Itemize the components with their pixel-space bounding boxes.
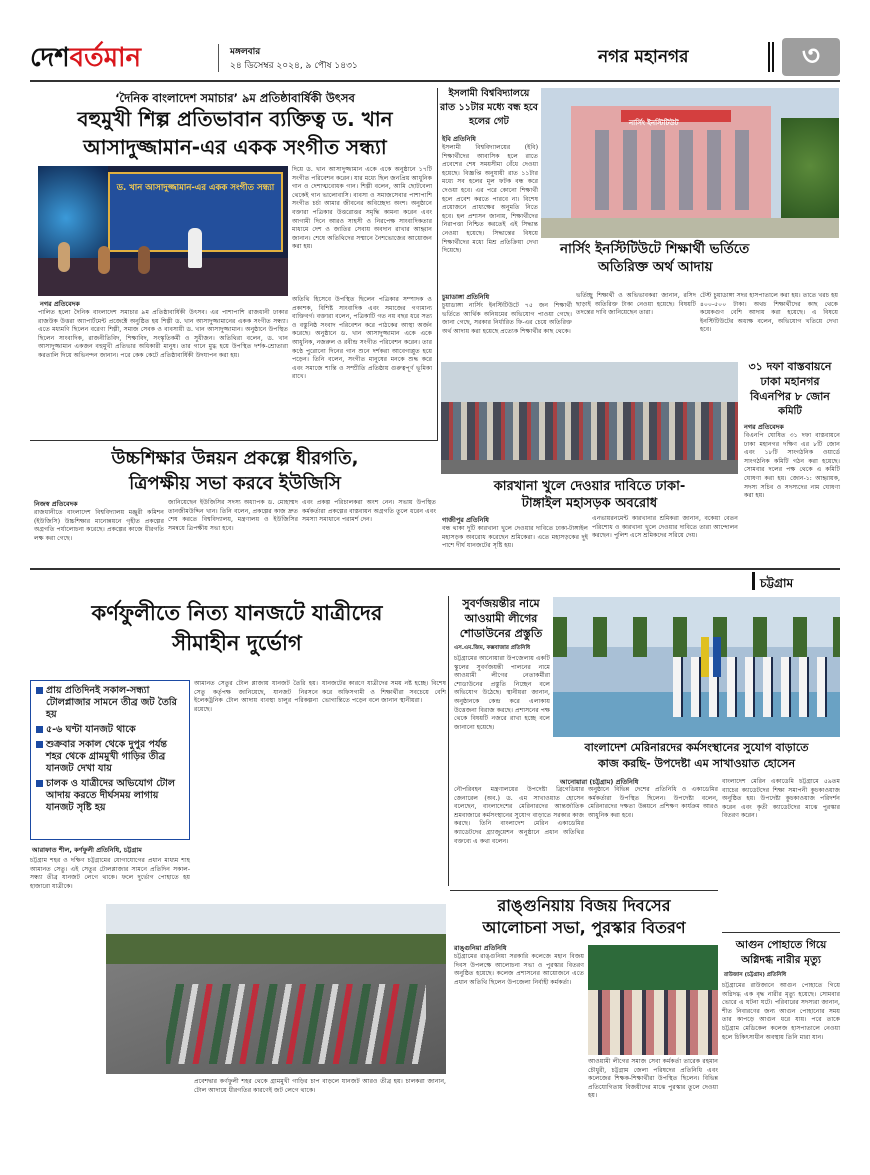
col-divider bbox=[437, 88, 438, 440]
art7-bullet-text: প্রায় প্রতিদিনই সকাল-সন্ধ্যা টোলপ্লাজার সামনে তীব্র জট তৈরি হয় bbox=[46, 685, 177, 720]
masthead-day: মঙ্গলবার bbox=[230, 47, 261, 57]
art6-headline-line2: টাঙ্গাইল মহাসড়ক অবরোধ bbox=[521, 496, 658, 511]
art11-photo-award bbox=[588, 945, 718, 1055]
art7-bullet bbox=[36, 739, 184, 775]
art1-kicker: ‘দৈনিক বাংলাদেশ সমাচার’ ৯ম প্রতিষ্ঠাবার্ষিকী উৎসব bbox=[115, 91, 355, 105]
sky bbox=[441, 362, 738, 402]
section-rule bbox=[30, 568, 840, 570]
art9-body-col3: বাংলাদেশ মেরিন একাডেমি চট্টগ্রামে ৫৯তম ব্যাচের ক্যাডেটদের শিক্ষা সমাপনী কুচকাওয়াজ অনুষ্ঠিত হয়। উপদেষ্টা কুচকাওয়াজ পরিদর্শন করেন এবং কৃতী ক্যাডেটদের মাঝে পুরস্কার বিতরণ করেন। bbox=[722, 778, 840, 820]
musician-figure bbox=[58, 242, 70, 272]
art5-body-col1: রাজধানীতে বাংলাদেশ বিশ্ববিদ্যালয় মঞ্জুরী কমিশন (ইউজিসি) উচ্চশিক্ষার মানোন্নয়নে গৃহীত প্রকল্পের অগ্রগতি পর্যালোচনা করেছে। প্রকল্পের কাজে ধীরগতি লক্ষ করা গেছে। bbox=[34, 509, 164, 542]
art7-byline: আরাফাত শীল, কর্ণফুলী প্রতিনিধি, চট্টগ্রাম bbox=[32, 846, 142, 854]
art7-bullet bbox=[36, 778, 184, 814]
art3-photo-building bbox=[541, 88, 839, 238]
art1-body-col2: অতিথি হিসেবে উপস্থিত ছিলেন পত্রিকার সম্পাদক ও প্রকাশক, বিশিষ্ট সাংবাদিক এবং সমাজের গণ্যমান্য ব্যক্তিবর্গ। বক্তারা বলেন, পত্রিকাটি গত নয় বছর ধরে সত্য ও বস্তুনিষ্ঠ সংবাদ পরিবেশন করে পাঠকের আস্থা অর্জন করেছে। অনুষ্ঠানে ড. খান আসাদুজ্জামান একে একে আধুনিক, নজরুল ও রবীন্দ্র সংগীত পরিবেশন করেন। তার কণ্ঠে পুরোনো দিনের গান শুনে দর্শকরা আবেগাপ্লুত হয়ে পড়েন। তিনি বলেন, সংগীত মানুষের মনকে শুদ্ধ করে এবং সমাজে শান্তি ও সম্প্রীতি প্রতিষ্ঠায় গুরুত্বপূর্ণ ভূমিকা রাখে। bbox=[292, 296, 432, 381]
flag bbox=[701, 637, 709, 677]
art3-byline: চুয়াডাঙ্গা প্রতিনিধি bbox=[442, 293, 490, 301]
art4-byline: নগর প্রতিবেদক bbox=[744, 423, 784, 431]
art9-photo-parade bbox=[553, 597, 840, 737]
section-divider bbox=[768, 42, 774, 72]
building-sign-text: নার্সিং ইনস্টিটিউট bbox=[629, 119, 679, 127]
art9-body-col2: অনুষ্ঠানে বিভিন্ন দেশের প্রতিনিধি ও একাডেমির কর্মকর্তারা উপস্থিত ছিলেন। উপদেষ্টা বলেন, মেরিনারদের দক্ষতা উন্নয়নে প্রশিক্ষণ কার্যক্রম আরও আধুনিক করা হবে। bbox=[588, 786, 718, 819]
art5-body-col3: এবং প্রকল্প পরিচালকরা অংশ নেন। সভায় উপস্থিত কর্মকর্তারা প্রকল্পের বাস্তবায়ন অগ্রগতি তুলে ধরেন এবং সমস্যা সমাধানে পরামর্শ দেন। bbox=[302, 499, 436, 524]
art7-bullet bbox=[36, 724, 184, 736]
backdrop bbox=[588, 945, 718, 990]
art11-top-rule bbox=[450, 890, 718, 891]
road bbox=[441, 460, 738, 474]
cadets bbox=[673, 657, 833, 717]
art10-body: চট্টগ্রামের রাউজানে আগুন পোহাতে গিয়ে অগ্নিদগ্ধ এক বৃদ্ধ নারীর মৃত্যু হয়েছে। সোমবার ভোরে এ ঘটনা ঘটে। পরিবারের সদস্যরা জানান, শীত নিবারণের জন্য আগুন পোহানোর সময় তার কাপড়ে আগুন ধরে যায়। পরে তাকে চট্টগ্রাম মেডিকেল কলেজ হাসপাতালে নেওয়া হলে চিকিৎসাধীন অবস্থায় তিনি মারা যান। bbox=[722, 982, 840, 1041]
vehicles bbox=[166, 984, 426, 1064]
art2-headline-line3: হলের গেট bbox=[469, 116, 509, 127]
art3-headline-line2: অতিরিক্ত অর্থ আদায় bbox=[598, 259, 713, 275]
art7-photo-traffic bbox=[106, 904, 446, 1074]
art10-headline-line1: আগুন পোহাতে গিয়ে bbox=[735, 939, 827, 951]
art2-headline-line1: ইসলামী বিশ্ববিদ্যালয়ে bbox=[448, 88, 530, 99]
masthead-logo bbox=[30, 42, 141, 74]
logo-part2: বর্তমান bbox=[69, 43, 142, 73]
art11-body-col1: চট্টগ্রামের রাঙ্গুনিয়া সরকারি কলেজে মহান বিজয় দিবস উপলক্ষে আলোচনা সভা ও পুরস্কার বিতরণ অনুষ্ঠিত হয়েছে। কলেজ প্রশাসনের আয়োজনে এতে প্রধান অতিথি ছিলেন উপজেলা নির্বাহী কর্মকর্তা। bbox=[454, 953, 584, 986]
art2-byline: ইবি প্রতিনিধি bbox=[442, 135, 476, 143]
art4-headline-line2: ঢাকা মহানগর bbox=[760, 375, 820, 388]
art7-headline-line1: কর্ণফুলীতে নিত্য যানজটে যাত্রীদের bbox=[91, 601, 383, 625]
art1-headline-line1: বহুমুখী শিল্প প্রতিভাবান ব্যক্তিত্ব ড. খান bbox=[77, 107, 393, 131]
art5-headline-line1: উচ্চশিক্ষার উন্নয়ন প্রকল্পে ধীরগতি, bbox=[111, 448, 359, 469]
art6-headline-line1: কারখানা খুলে দেওয়ার দাবিতে ঢাকা- bbox=[493, 479, 686, 494]
page-number: ৩ bbox=[801, 38, 821, 72]
art7-bullet bbox=[36, 685, 184, 721]
art3-body-col2: ভর্তিচ্ছু শিক্ষার্থী ও অভিভাবকরা জানান, রসিদ ছাড়াই অতিরিক্ত টাকা নেওয়া হয়েছে। বিষয়টি তদন্তের দাবি জানিয়েছেন তারা। bbox=[576, 292, 696, 317]
art3-headline-line1: নার্সিং ইনস্টিটিউটে শিক্ষার্থী ভর্তিতে bbox=[560, 241, 750, 257]
logo-part1: দেশ bbox=[30, 43, 70, 73]
art8-headline-line3: শোডাউনের প্রস্তুতি bbox=[459, 627, 543, 640]
bullet-square-icon bbox=[36, 780, 43, 787]
musician-figure bbox=[98, 246, 110, 274]
art5-headline-line2: ত্রিপক্ষীয় সভা করবে ইউজিসি bbox=[129, 473, 341, 494]
flag bbox=[713, 637, 721, 677]
masthead-divider bbox=[218, 44, 219, 72]
art7-bullet-text: ৫-৬ ঘণ্টা যানজট থাকে bbox=[46, 724, 136, 735]
art9-byline: আনোয়ারা (চট্টগ্রাম) প্রতিনিধি bbox=[560, 778, 639, 786]
art6-byline: গাজীপুর প্রতিনিধি bbox=[442, 516, 489, 524]
art7-body-col4: যানজটের কারণে যাত্রীদের সময় নষ্ট হচ্ছে। বিশেষ করে অফিসগামী ও শিক্ষার্থীরা সবচেয়ে বেশি ভোগান্তিতে পড়েন বলে জানান স্থানীয়রা। bbox=[322, 680, 446, 705]
art10-headline-line2: অগ্নিদগ্ধ নারীর মৃত্যু bbox=[741, 954, 821, 966]
art8-headline-line1: সুবর্ণজয়ন্তীর নামে bbox=[462, 597, 540, 610]
art4-body: বিএনপি ঘোষিত ৩১ দফা বাস্তবায়নে ঢাকা মহানগর দক্ষিণ এর ৮টি জোন এবং ১৮টি সাংগঠনিক ওয়ার্ডে সাংগঠনিক কমিটি গঠন করা হয়েছে। সোমবার দলের পক্ষ থেকে এ কমিটি ঘোষণা করা হয়। জোন-১: আহ্বায়ক, সদস্য সচিব ও সদস্যদের নাম ঘোষণা করা হয়। bbox=[744, 432, 840, 500]
art7-bullet-text: শুক্রবার সকাল থেকে দুপুর পর্যন্ত শহর থেকে গ্রামমুখী গাড়ির তীব্র যানজট দেখা যায় bbox=[46, 739, 167, 774]
art8-byline: এস.এম.জিম, কক্সবাজার প্রতিনিধি bbox=[454, 645, 531, 651]
art7-headline-line2: সীমাহীন দুর্ভোগ bbox=[172, 631, 302, 655]
art7-body-col3: আমানত সেতুর টোল প্লাজায় যানজট তৈরি হয়। সেতু কর্তৃপক্ষ জানিয়েছে, যানজট নিরসনে ইলেকট্রনিক টোল আদায় ব্যবস্থা চালুর পরিকল্পনা রয়েছে। bbox=[194, 680, 318, 713]
bullet-square-icon bbox=[36, 687, 43, 694]
masthead bbox=[30, 38, 840, 78]
page-number-badge bbox=[782, 38, 840, 76]
art5-body-col2: জানিয়েছেন ইউজিসির সদস্য অধ্যাপক ড. মোহাম্মদ তানজীমউদ্দিন খান। তিনি বলেন, প্রকল্পের কাজ দ্রুত শেষ করতে বিশ্ববিদ্যালয়, মন্ত্রণালয় ও ইউজিসির সমন্বয়ে ত্রিপক্ষীয় সভা হবে। bbox=[168, 499, 298, 532]
section-title: নগর মহানগর bbox=[598, 47, 689, 67]
art5-top-rule bbox=[30, 440, 438, 441]
art2-body: ইসলামী বিশ্ববিদ্যালয়ের (ইবি) শিক্ষার্থীদের আবাসিক হলে রাতে প্রবেশের শেষ সময়সীমা বেঁধে দেওয়া হয়েছে। বিজ্ঞপ্তি অনুযায়ী রাত ১১টার মধ্যে সব হলের মূল ফটক বন্ধ করে দেওয়া হবে। এর পরে কোনো শিক্ষার্থী হলে প্রবেশ করতে পারবে না। বিশেষ প্রয়োজনে প্রাধ্যক্ষের অনুমতি নিতে হবে। হল প্রশাসন জানায়, শিক্ষার্থীদের নিরাপত্তা নিশ্চিত করতেই এই সিদ্ধান্ত নেওয়া হয়েছে। সিদ্ধান্তের বিষয়ে শিক্ষার্থীদের মধ্যে মিশ্র প্রতিক্রিয়া দেখা দিয়েছে। bbox=[442, 144, 538, 255]
chattogram-label-text: চট্টগ্রাম bbox=[760, 576, 794, 590]
art11-headline-line1: রাঙ্গুনিয়ায় বিজয় দিবসের bbox=[497, 896, 671, 915]
palm-trees bbox=[553, 617, 840, 657]
bullet-square-icon bbox=[36, 726, 43, 733]
art1-body-col3: দিয়ে ড. খান আসাদুজ্জামান একে একে অনুষ্ঠানে ১৭টি সংগীত পরিবেশন করেন। যার মধ্যে ছিল জনপ্রিয় আধুনিক গান ও দেশাত্মবোধক গান। শিল্পী বলেন, আমি ছোটবেলা থেকেই গান ভালোবাসি। ব্যবসা ও সমাজসেবার পাশাপাশি সংগীত চর্চা আমার জীবনের অবিচ্ছেদ্য অংশ। অনুষ্ঠানে বক্তারা পত্রিকার উত্তরোত্তর সমৃদ্ধি কামনা করেন এবং আগামী দিনে আরও সাহসী ও নিরপেক্ষ সাংবাদিকতার মাধ্যমে দেশ ও জাতির সেবায় অবদান রাখার আহ্বান জানান। শেষে অতিথিদের সম্মানে নৈশভোজের আয়োজন করা হয়। bbox=[292, 166, 432, 251]
art1-headline-line2: আসাদুজ্জামান-এর একক সংগীত সন্ধ্যা bbox=[83, 135, 387, 159]
art8-headline-line2: আওয়ামী লীগের bbox=[464, 612, 538, 625]
art7-bullet-box bbox=[30, 680, 190, 840]
bullet-square-icon bbox=[36, 741, 43, 748]
chattogram-label bbox=[752, 572, 838, 590]
people bbox=[588, 990, 718, 1055]
art1-photo bbox=[38, 166, 288, 296]
art7-body-col2: প্রবেশদ্বার কর্ণফুলী শহর থেকে গ্রামমুখী গাড়ির চাপ বাড়লে যানজট আরও তীব্র হয়। চালকরা জানান, টোল আদায়ে ধীরগতির কারণেই জট লেগে থাকে। bbox=[194, 1078, 446, 1094]
col-divider bbox=[448, 596, 449, 886]
art3-body-col3: টেস্ট চুয়াডাঙ্গা সদর হাসপাতালে করা হয়। তাতে খরচ হয় ৪০০-৫০০ টাকা। অথচ শিক্ষার্থীদের কাছ থেকে কয়েকগুণ বেশি আদায় করা হয়েছে। এ বিষয়ে ইনস্টিটিউটের অধ্যক্ষ বলেন, অভিযোগ খতিয়ে দেখা হবে। bbox=[700, 292, 838, 334]
art10-byline: রাউজান (চট্টগ্রাম) প্রতিনিধি bbox=[724, 972, 787, 978]
art1-body-col1: পালিত হলো দৈনিক বাংলাদেশ সমাচার ৯ম প্রতিষ্ঠাবার্ষিকী উৎসব। এর পাশাপাশি রাজধানী ঢাকার রাজউক উত্তরা অ্যাপার্টমেন্ট প্রজেক্টে অনুষ্ঠিত হয় শিল্পী ড. খান আসাদুজ্জামানের একক সংগীত সন্ধ্যা। এতে মধ্যমণি ছিলেন বরেণ্য শিল্পী, সমাজ সেবক ও ব্যবসায়ী ড. খান আসাদুজ্জামান। অনুষ্ঠানে উপস্থিত ছিলেন সাংবাদিক, রাজনীতিবিদ, শিক্ষাবিদ, সংস্কৃতিকর্মী ও সুধীজন। অতিথিরা বলেন, ড. খান আসাদুজ্জামান একজন বহুমুখী প্রতিভার অধিকারী মানুষ। তার গানে মুগ্ধ হয়ে উপস্থিত দর্শক-শ্রোতারা করতালি দিয়ে অভিনন্দন জানান। পরে কেক কেটে প্রতিষ্ঠাবার্ষিকী উদযাপন করা হয়। bbox=[38, 309, 288, 359]
art9-headline-line2: কাজ করছি- উপদেষ্টা এম সাখাওয়াত হোসেন bbox=[597, 757, 796, 770]
stage-floor bbox=[38, 258, 288, 296]
stage-banner-text: ড. খান আসাদুজ্জামান-এর একক সংগীত সন্ধ্যা bbox=[116, 183, 275, 193]
performer-figure bbox=[188, 228, 202, 268]
art5-byline: নিজস্ব প্রতিবেদক bbox=[34, 500, 78, 508]
art6-body-col1: বন্ধ থাকা দুটি কারখানা খুলে দেওয়ার দাবিতে ঢাকা-টাঙ্গাইল মহাসড়ক অবরোধ করেছেন শ্রমিকেরা। এতে মহাসড়কের দুই পাশে দীর্ঘ যানজটের সৃষ্টি হয়। bbox=[442, 525, 588, 550]
art4-headline-line1: ৩১ দফা বাস্তবায়নে bbox=[748, 360, 832, 373]
building-sign bbox=[621, 110, 731, 127]
art11-body-col2: আওয়ামী লীগের সমাজ সেবা কর্মকর্তা তারেক রহমান চৌধুরী, চট্টগ্রাম জেলা পরিষদের প্রতিনিধি এবং কলেজের শিক্ষক-শিক্ষার্থীরা উপস্থিত ছিলেন। বিভিন্ন প্রতিযোগিতায় বিজয়ীদের মাঝে পুরস্কার তুলে দেওয়া হয়। bbox=[588, 1058, 718, 1100]
art7-body-col1: চট্টগ্রাম শহর ও দক্ষিণ চট্টগ্রামের যোগাযোগের প্রধান মাধ্যম শাহ আমানত সেতু। এই সেতুর টোলপ্লাজার সামনে প্রতিদিন সকাল-সন্ধ্যা তীব্র যানজট লেগে থাকে। ফলে দুর্ভোগ পোহাতে হয় হাজারো যাত্রীকে। bbox=[30, 857, 190, 890]
art4-headline-line3: বিএনপির ৮ জোন bbox=[750, 390, 830, 403]
art2-headline-line2: রাত ১১টার মধ্যে বন্ধ হবে bbox=[440, 102, 538, 113]
art8-body: চট্টগ্রামের আনোয়ারা উপজেলায় একটি স্কুলের সুবর্ণজয়ন্তী পালনের নামে আওয়ামী লীগের নেতাকর্মীরা শোডাউনের প্রস্তুতি নিচ্ছেন বলে অভিযোগ উঠেছে। স্থানীয়রা জানান, অনুষ্ঠানকে কেন্দ্র করে এলাকায় উত্তেজনা বিরাজ করছে। প্রশাসনের পক্ষ থেকে বিষয়টি নজরে রাখা হচ্ছে বলে জানানো হয়েছে। bbox=[454, 655, 550, 731]
art9-headline-line1: বাংলাদেশ মেরিনারদের কর্মসংস্থানের সুযোগ বাড়াতে bbox=[584, 741, 809, 754]
art3-body-col1: চুয়াডাঙ্গা নার্সিং ইনস্টিটিউটে ৭৫ জন শিক্ষার্থী ভর্তিতে আর্থিক অনিয়মের অভিযোগ পাওয়া গেছে। জানা গেছে, সরকার নির্ধারিত ফি-এর চেয়ে অতিরিক্ত অর্থ আদায় করা হয়েছে প্রত্যেক শিক্ষার্থীর কাছ থেকে। bbox=[442, 302, 572, 335]
art7-bullet-text: চালক ও যাত্রীদের অভিযোগ টোল আদায় করতে দীর্ঘসময় লাগায় যানজট সৃষ্টি হয় bbox=[46, 778, 175, 813]
masthead-date: ২৪ ডিসেম্বর ২০২৪, ৯ পৌষ ১৪৩১ bbox=[230, 61, 358, 71]
ground bbox=[541, 218, 839, 238]
art1-byline: নগর প্রতিবেদক bbox=[40, 300, 80, 308]
art4-headline-line4: কমিটি bbox=[778, 406, 802, 417]
art9-body-col1: নৌপরিবহন মন্ত্রণালয়ের উপদেষ্টা ব্রিগেডিয়ার জেনারেল (অব.) ড. এম সাখাওয়াত হোসেন বলেছেন, বাংলাদেশের মেরিনারদের আন্তর্জাতিক শ্রমবাজারে কর্মসংস্থানের সুযোগ বাড়াতে সরকার কাজ করছে। তিনি বাংলাদেশ মেরিন একাডেমির ক্যাডেটদের গ্র্যাজুয়েশন অনুষ্ঠানে প্রধান অতিথির বক্তব্যে এ কথা বলেন। bbox=[454, 786, 584, 845]
masthead-rule bbox=[30, 80, 840, 82]
trees bbox=[106, 934, 446, 964]
musician-figure bbox=[138, 246, 150, 274]
art11-byline: রাঙ্গুনিয়া প্রতিনিধি bbox=[454, 944, 507, 952]
building-windows bbox=[581, 130, 761, 210]
art11-headline-line2: আলোচনা সভা, পুরস্কার বিতরণ bbox=[482, 918, 686, 937]
art10-top-rule bbox=[722, 932, 840, 933]
art6-photo bbox=[441, 362, 738, 474]
art6-body-col2: এনভায়রনমেন্ট কারখানার শ্রমিকরা জানান, বকেয়া বেতন পরিশোধ ও কারখানা খুলে দেওয়ার দাবিতে তারা আন্দোলন করছেন। পুলিশ এসে শ্রমিকদের সরিয়ে দেয়। bbox=[592, 515, 738, 540]
